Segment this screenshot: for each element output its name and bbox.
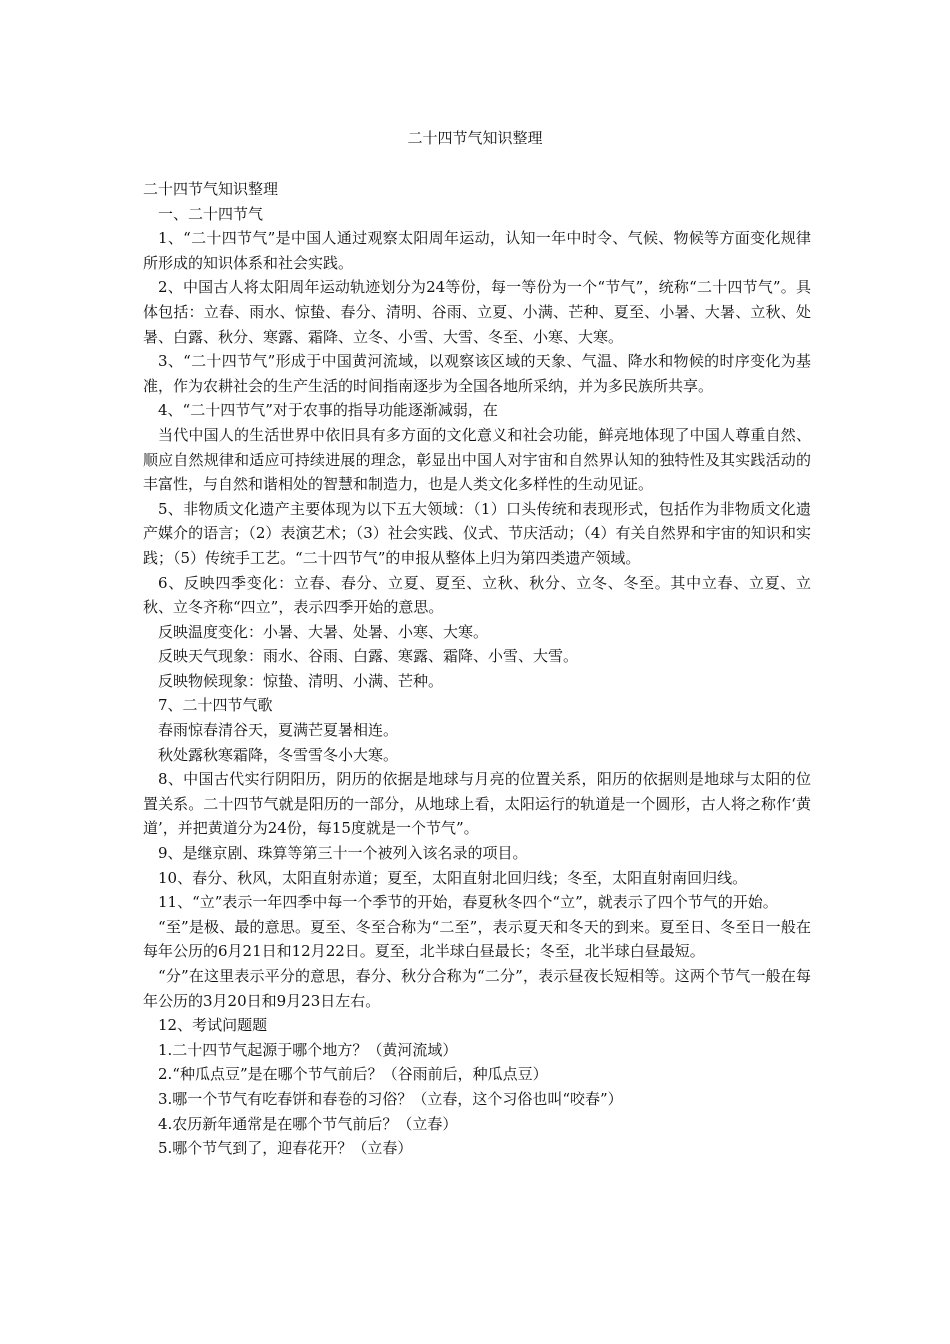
paragraph-weather: 反映天气现象：雨水、谷雨、白露、寒露、霜降、小雪、大雪。 [158,647,579,666]
paragraph-1: 1、“二十四节气”是中国人通过观察太阳周年运动，认知一年中时令、气候、物候等方面变化规律所形成的知识体系和社会实践。 [143,229,811,272]
paragraph-12: 12、考试问题题 [158,1016,268,1035]
section-heading: 一、二十四节气 [158,204,264,223]
question-5: 5.哪个节气到了，迎春花开？（立春） [158,1139,413,1158]
song-line-1: 春雨惊春清谷天，夏满芒夏暑相连。 [158,721,399,740]
song-line-2: 秋处露秋寒霜降，冬雪雪冬小大寒。 [158,745,399,764]
paragraph-5: 5、非物质文化遗产主要体现为以下五大领域：（1）口头传统和表现形式，包括作为非物质文化遗产媒介的语言；（2）表演艺术；（3）社会实践、仪式、节庆活动；（4）有关自然界和宇宙的知识和实践；（5）传统手工艺。“二十四节气”的申报从整体上归为第四类遗产领域。 [143,499,811,567]
body-heading: 二十四节气知识整理 [143,180,279,198]
paragraph-6: 6、反映四季变化：立春、春分、立夏、夏至、立秋、秋分、立冬、冬至。其中立春、立夏、立秋、立冬齐称“四立”，表示四季开始的意思。 [143,573,811,617]
paragraph-11: 11、“立”表示一年四季中每一个季节的开始，春夏秋冬四个“立”，就表示了四个节气的开始。 [158,893,778,912]
question-4: 4.农历新年通常是在哪个节气前后？（立春） [158,1114,458,1133]
paragraph-4: 4、“二十四节气”对于农事的指导功能逐渐减弱，在 [158,401,498,420]
paragraph-7: 7、二十四节气歌 [158,696,273,715]
document-title: 二十四节气知识整理 [407,129,543,147]
question-2: 2.“种瓜点豆”是在哪个节气前后？（谷雨前后，种瓜点豆） [158,1065,548,1084]
question-3: 3.哪一个节气有吃春饼和春卷的习俗？（立春，这个习俗也叫“咬春”） [158,1089,623,1108]
paragraph-phenology: 反映物候现象：惊蛰、清明、小满、芒种。 [158,671,444,690]
paragraph-10: 10、春分、秋风，太阳直射赤道；夏至，太阳直射北回归线；冬至，太阳直射南回归线。 [158,868,748,887]
paragraph-8: 8、中国古代实行阴阳历，阴历的依据是地球与月亮的位置关系，阳历的依据则是地球与太阳的位置关系。二十四节气就是阳历的一部分，从地球上看，太阳运行的轨道是一个圆形，古人将之称作‘黄道’，并把黄道分为24份，每15度就是一个节气”。 [143,770,811,838]
paragraph-3: 3、“二十四节气”形成于中国黄河流域，以观察该区域的天象、气温、降水和物候的时序变化为基准，作为农耕社会的生产生活的时间指南逐步为全国各地所采纳，并为多民族所共享。 [143,352,811,395]
paragraph-9: 9、是继京剧、珠算等第三十一个被列入该名录的项目。 [158,844,528,863]
paragraph-temperature: 反映温度变化：小暑、大暑、处暑、小寒、大寒。 [158,622,489,641]
document-body [143,177,811,1161]
paragraph-2: 2、中国古人将太阳周年运动轨迹划分为24等份，每一等份为一个“节气”，统称“二十四节气”。具体包括：立春、雨水、惊蛰、春分、清明、谷雨、立夏、小满、芒种、夏至、小暑、大暑、立秋、处暑、白露、秋分、寒露、霜降、立冬、小雪、大雪、冬至、小寒、大寒。 [143,278,811,346]
paragraph-11-zhi: “至”是极、最的意思。夏至、冬至合称为“二至”，表示夏天和冬天的到来。夏至日、冬至日一般在每年公历的6月21日和12月22日。夏至，北半球白昼最长；冬至，北半球白昼最短。 [143,917,811,961]
question-1: 1.二十四节气起源于哪个地方？（黄河流域） [158,1040,458,1059]
paragraph-11-fen: “分”在这里表示平分的意思，春分、秋分合称为“二分”，表示昼夜长短相等。这两个节气一般在每年公历的3月20日和9月23日左右。 [143,967,811,1010]
paragraph-4-continued: 当代中国人的生活世界中依旧具有多方面的文化意义和社会功能，鲜亮地体现了中国人尊重自然、顺应自然规律和适应可持续进展的理念，彰显出中国人对宇宙和自然界认知的独特性及其实践活动的丰富性，与自然和谐相处的智慧和制造力，也是人类文化多样性的生动见证。 [143,425,811,494]
